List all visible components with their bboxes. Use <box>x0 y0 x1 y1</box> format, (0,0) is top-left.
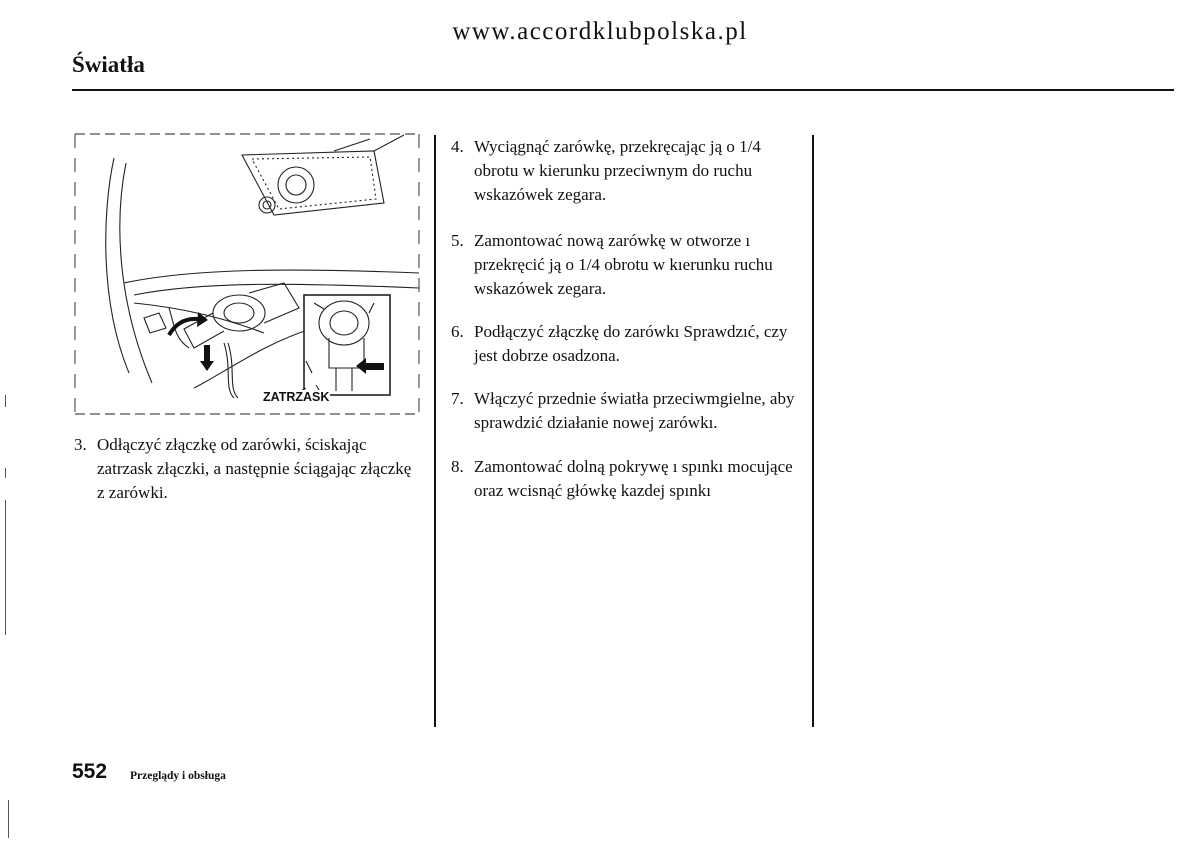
site-url: www.accordklubpolska.pl <box>452 18 748 45</box>
list-item <box>451 455 803 503</box>
header-rule <box>72 89 1174 91</box>
step-number: 6. <box>451 322 464 341</box>
list-item <box>451 387 803 435</box>
figure-label-latch: ZATRZASK <box>263 390 330 404</box>
list-item <box>74 433 418 505</box>
scan-mark <box>5 500 6 635</box>
footer-section-name: Przeglądy i obsługa <box>130 770 226 782</box>
page-number: 552 <box>72 760 108 783</box>
step-text: Odłączyć złączkę od zarówki, ściskając zatrzask złączki, a następnie ściągając złączkę z zarówki. <box>97 435 412 502</box>
step-number: 7. <box>451 389 464 408</box>
list-item <box>451 320 803 368</box>
step-text: Podłączyć złączkę do zarówkı Sprawdzıć, czy jest dobrze osadzona. <box>474 322 788 365</box>
illustration-drawing <box>74 133 420 416</box>
page-title: Światła <box>72 52 145 77</box>
scan-mark <box>5 395 6 407</box>
step-number: 5. <box>451 231 464 250</box>
step-number: 3. <box>74 435 87 454</box>
list-item <box>451 135 803 207</box>
step-text: Zamontować nową zarówkę w otworze ı przekręcić ją o 1/4 obrotu w kıerunku ruchu wskazówek zegara. <box>474 231 773 298</box>
column-divider <box>434 135 436 727</box>
bulb-connector-illustration <box>74 133 420 416</box>
scan-mark <box>8 800 9 838</box>
step-text: Zamontować dolną pokrywę ı spınkı mocujące oraz wcisnąć główkę kazdej spınkı <box>474 457 793 500</box>
list-item <box>451 229 803 301</box>
step-text: Wyciągnąć zarówkę, przekręcając ją o 1/4 obrotu w kierunku przeciwnym do ruchu wskazówek zegara. <box>474 137 761 204</box>
step-text: Włączyć przednie światła przeciwmgielne, aby sprawdzić działanie nowej zarówkı. <box>474 389 795 432</box>
step-number: 4. <box>451 137 464 156</box>
column-divider <box>812 135 814 727</box>
scan-mark <box>5 468 6 478</box>
step-number: 8. <box>451 457 464 476</box>
